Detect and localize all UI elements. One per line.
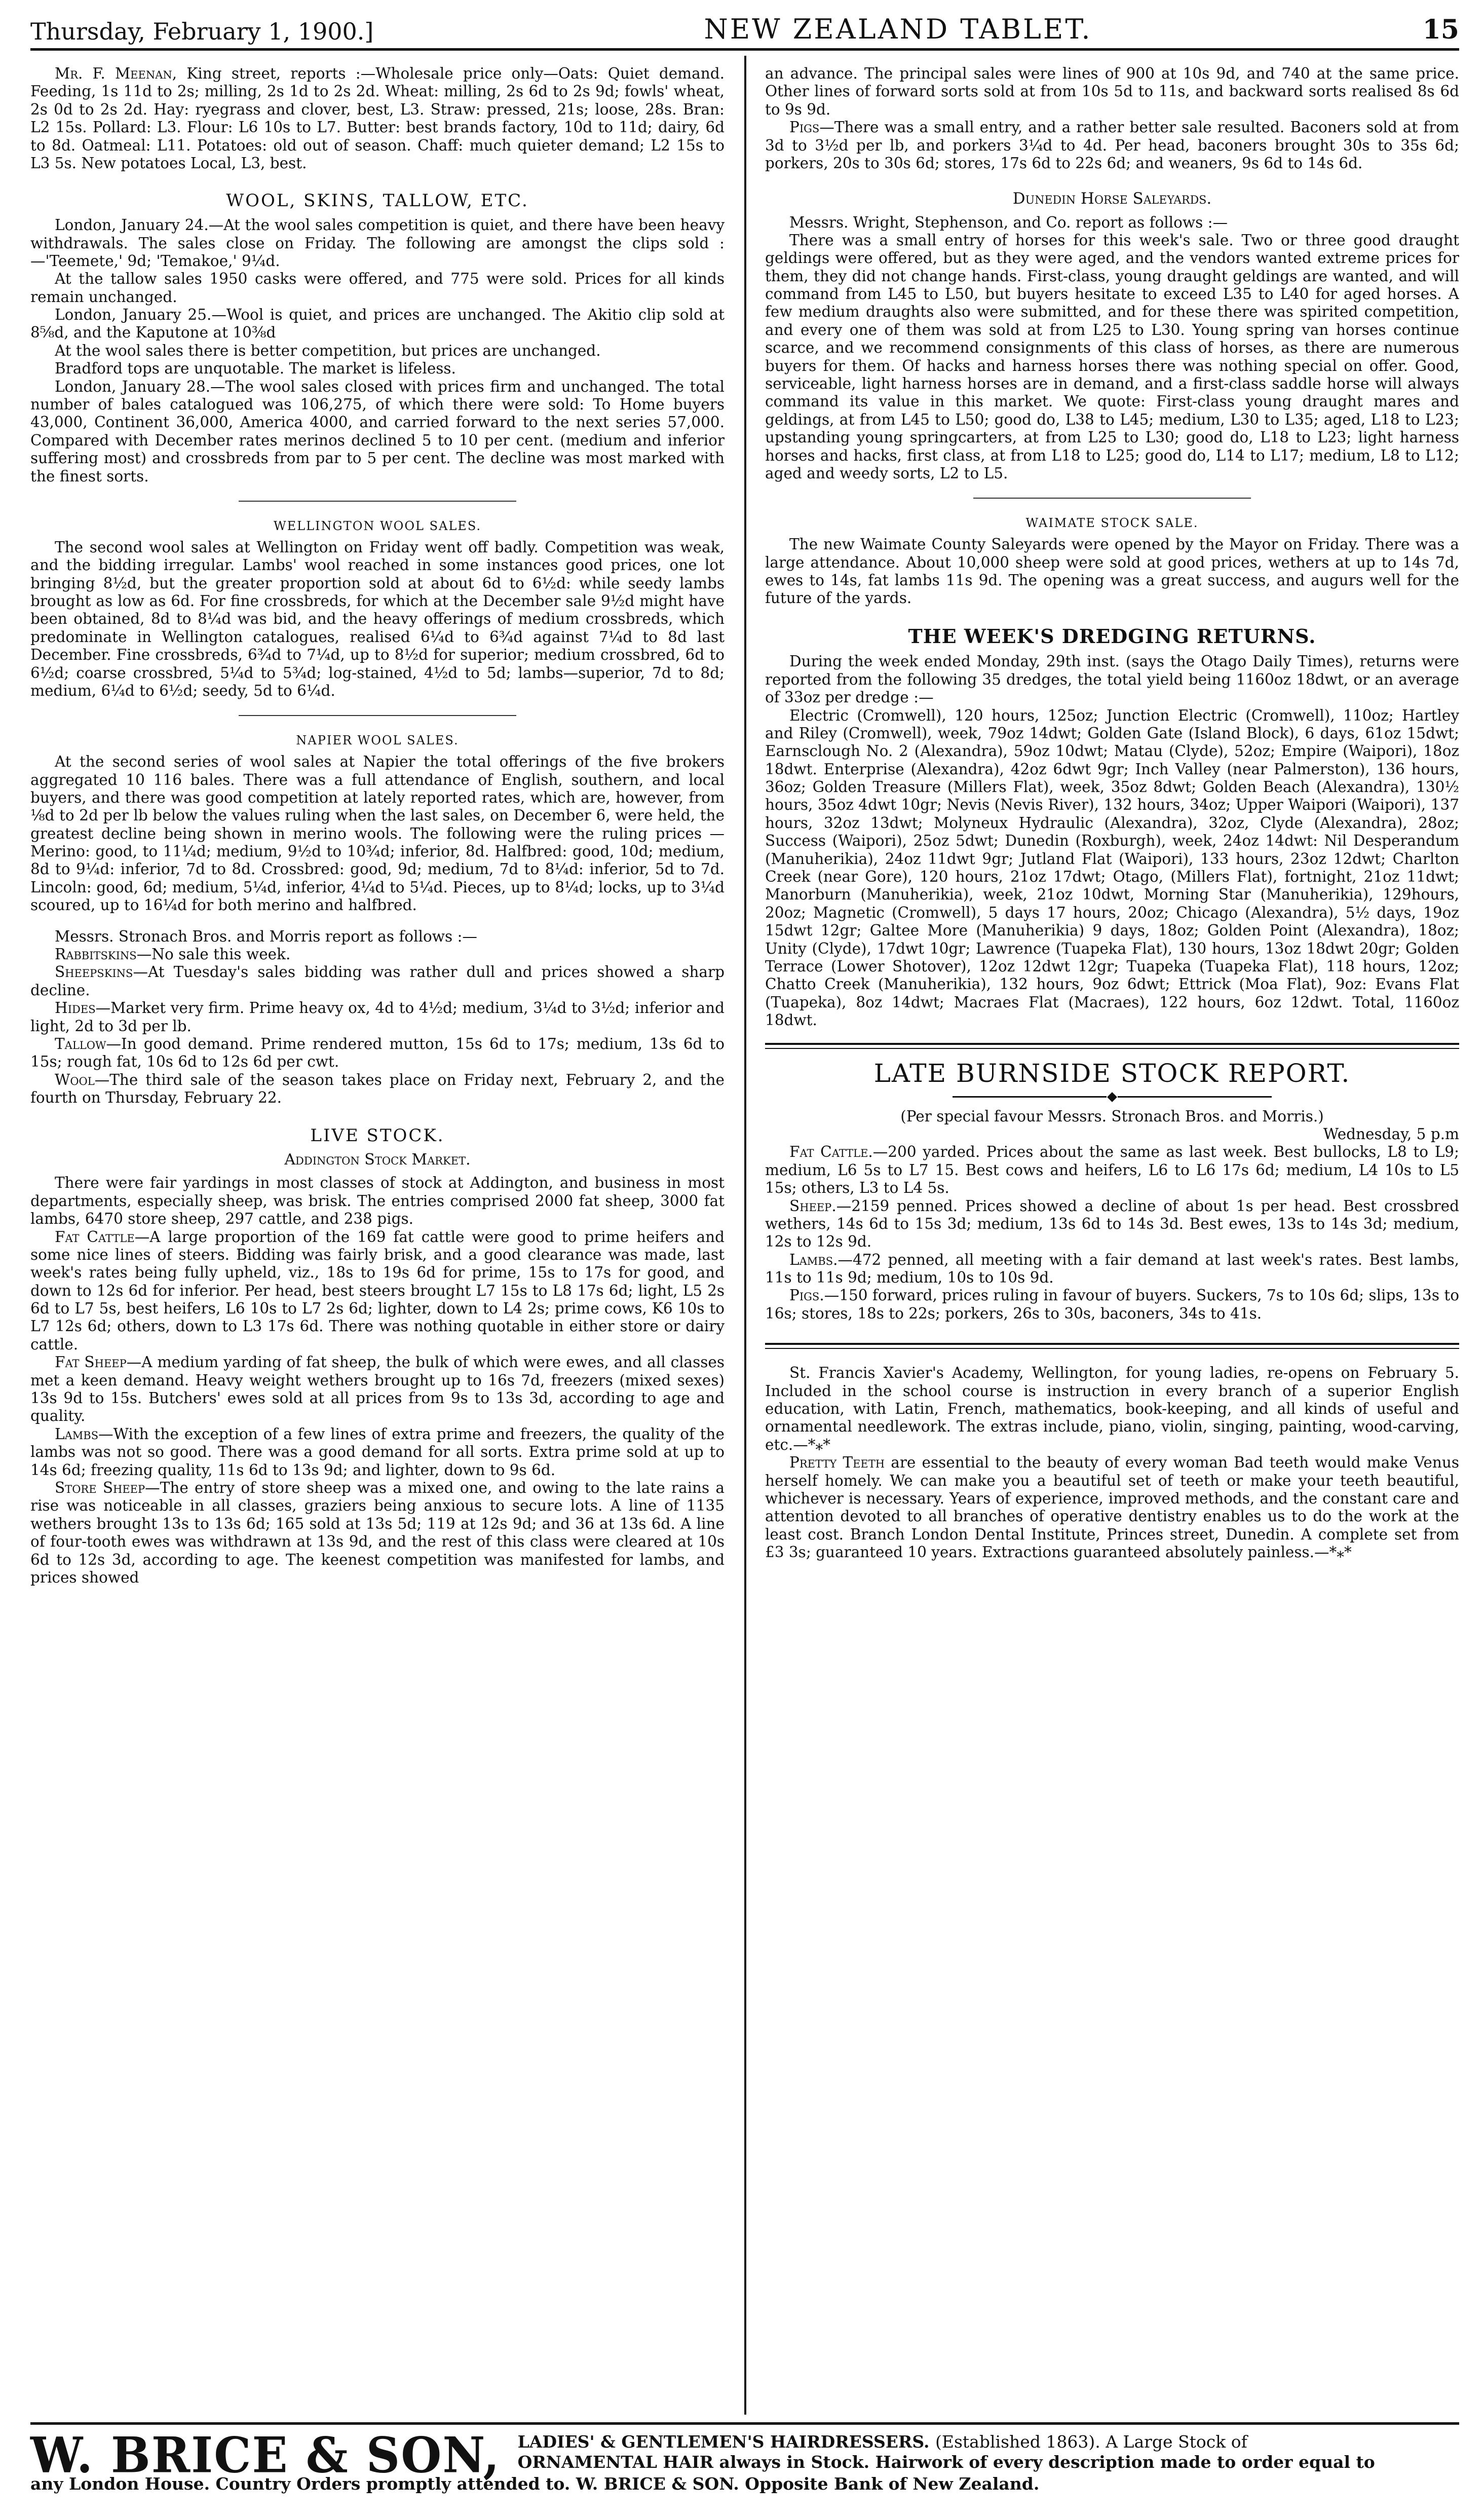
brice-ad-established: (Established 1863). A Large Stock of <box>935 2432 1247 2452</box>
right-column <box>765 65 1459 2411</box>
wellington-heading: WELLINGTON WOOL SALES. <box>273 519 482 533</box>
tallow-text: —In good demand. Prime rendered mutton, 15s 6d to 17s; medium, 13s 6d to 15s; rough fat, 10s 6d to 12s 6d per cwt. <box>30 1035 725 1071</box>
burnside-pigs <box>765 1287 1459 1323</box>
header-title: NEW ZEALAND TABLET. <box>704 13 1092 45</box>
wool-heading: WOOL, SKINS, TALLOW, ETC. <box>226 191 529 211</box>
section-divider <box>973 498 1251 499</box>
hides-label: Hides <box>55 999 96 1017</box>
burnside-fat-cattle-label: Fat Cattle <box>789 1143 868 1161</box>
section-divider <box>239 501 516 502</box>
burnside-fat-cattle <box>765 1143 1459 1197</box>
column-divider <box>744 56 746 2415</box>
dredging-heading: THE WEEK'S DREDGING RETURNS. <box>908 624 1316 648</box>
stronach-intro: Messrs. Stronach Bros. and Morris report as follows :— <box>55 927 477 945</box>
waimate-paragraph: The new Waimate County Saleyards were opened by the Mayor on Friday. There was a large attendance. About 10,000 sheep were sold at good prices, wethers at up to 14s 7d, ewes to 14s, fat lambs 11s 9d. The opening was a great success, and augurs well for the future of the yards. <box>765 536 1459 607</box>
burnside-sheep-label: Sheep <box>789 1197 832 1215</box>
burnside-pigs-text: .—150 forward, prices ruling in favour of buyers. Suckers, 7s to 10s 6d; slips, 13s to 16s; stores, 18s to 22s; porkers, 26s to 30s, baconers, 34s to 41s. <box>765 1287 1459 1322</box>
burnside-sheep <box>765 1197 1459 1251</box>
pretty-teeth-ad <box>765 1454 1459 1561</box>
burnside-heading: LATE BURNSIDE STOCK REPORT. <box>873 1058 1351 1088</box>
pigs-text: —There was a small entry, and a rather better sale resulted. Baconers sold at from 3d to 3½d per lb, and porkers 3¼d to 4d. Per head, baconers brought 30s to 35s 6d; porkers, 20s to 30s 6d; stores, 17s 6d to 22s 6d; and weaners, 9s 6d to 14s 6d. <box>765 119 1459 172</box>
fat-sheep-text: —A medium yarding of fat sheep, the bulk of which were ewes, and all classes met a keen demand. Heavy weight wethers brought up to 16s 7d, freezers (mixed sexes) 13s 9d to 15s. Butchers' ewes sold at all prices from 9s to 13s 3d, according to age and quality. <box>30 1354 725 1425</box>
brice-ad-line-2: ORNAMENTAL HAIR always in Stock. Hairwork of every description made to order equal to <box>517 2452 1375 2472</box>
rabbitskins-text: —No sale this week. <box>136 946 291 963</box>
wool-paragraph-3: London, January 25.—Wool is quiet, and prices are unchanged. The Akitio clip sold at 8⅝d, and the Kaputone at 10⅜d <box>30 306 725 342</box>
fat-cattle-report <box>30 1228 725 1354</box>
meenan-report <box>30 65 725 172</box>
hides-report <box>30 999 725 1035</box>
double-rule <box>765 1043 1459 1049</box>
burnside-sheep-text: .—2159 penned. Prices showed a decline of about 1s per head. Best crossbred wethers, 14s 6d to 15s 3d; medium, 13s 6d to 14s 3d. Best ewes, 13s to 14s 3d; medium, 12s to 12s 9d. <box>765 1197 1459 1251</box>
brice-ad-line-1 <box>518 2432 1375 2452</box>
sheepskins-text: —At Tuesday's sales bidding was rather dull and prices showed a sharp decline. <box>30 963 725 999</box>
sheepskins-report <box>30 963 725 999</box>
wool-paragraph-2: At the tallow sales 1950 casks were offered, and 775 were sold. Prices for all kinds remain unchanged. <box>30 270 725 306</box>
wool-sale-label: Wool <box>55 1071 95 1088</box>
pigs-report <box>765 119 1459 172</box>
brice-ad-body <box>518 2432 1375 2473</box>
meenan-body: King street, reports :—Wholesale price only—Oats: Quiet demand. Feeding, 1s 11d to 2s; milling, 2s 1d to 2s 2d. Wheat: milling, 2s 6d to 2s 9d; fowls' wheat, 2s 0d to 2s 2d. Hay: ryegrass and clover, best, L3. Straw: pressed, 21s; loose, 28s. Bran: L2 15s. Pollard: L3. Flour: L6 10s to L7. Butter: best brands factory, 10d to 11d; dairy, 6d to 8d. Oatmeal: L11. Potatoes: old out of season. Chaff: much quieter demand; L2 15s to L3 5s. New potatoes Local, L3, best. <box>30 65 725 172</box>
dredging-list: Electric (Cromwell), 120 hours, 125oz; Junction Electric (Cromwell), 110oz; Hartley and Riley (Cromwell), week, 79oz 14dwt; Golden Gate (Island Block), 6 days, 61oz 15dwt; Earnsclough No. 2 (Alexandra), 59oz 10dwt; Matau (Clyde), 52oz; Empire (Waipori), 18oz 18dwt. Enterprise (Alexandra), 42oz 6dwt 9gr; Inch Valley (near Palmerston), 136 hours, 36oz; Golden Treasure (Millers Flat), week, 35oz 8dwt; Golden Beach (Alexandra), 130½ hours, 35oz 4dwt 10gr; Nevis (Nevis River), 132 hours, 34oz; Upper Waipori (Waipori), 137 hours, 32oz 13dwt; Molyneux Hydraulic (Alexandra), 32oz, Clyde (Alexandra), 28oz; Success (Waipori), 25oz 5dwt; Dunedin (Roxburgh), week, 24oz 14dwt: Nil Desperandum (Manuherikia), 24oz 11dwt 9gr; Jutland Flat (Waipori), 133 hours, 23oz 12dwt; Charlton Creek (near Gore), 120 hours, 21oz 17dwt; Otago, (Millers Flat), fortnight, 21oz 11dwt; Manorburn (Manuherikia), week, 21oz 10dwt, Morning Star (Manuherikia), 129hours, 20oz; Magnetic (Cromwell), 5 days 17 hours, 20oz; Chicago (Alexandra), 5½ days, 19oz 15dwt 12gr; Galtee More (Manuherikia) 9 days, 18oz; Golden Point (Alexandra), 18oz; Unity (Clyde), 17dwt 10gr; Lawrence (Tuapeka Flat), 130 hours, 13oz 18dwt 20gr; Golden Terrace (Lower Shotover), 12oz 12dwt 12gr; Tuapeka (Tuapeka Flat), 118 hours, 12oz; Chatto Creek (Manuherikia), 132 hours, 9oz 6dwt; Ettrick (Moa Flat), 9oz: Evans Flat (Tuapeka), 8oz 14dwt; Macraes Flat (Macraes), 122 hours, 6oz 12dwt. Total, 1160oz 18dwt. <box>765 706 1459 1029</box>
fat-sheep-report <box>30 1354 725 1425</box>
dredging-intro: During the week ended Monday, 29th inst. (says the Otago Daily Times), returns were reported from the following 35 dredges, the total yield being 1160oz 18dwt, or an average of 33oz per dredge :— <box>765 653 1459 706</box>
pretty-teeth-text: are essential to the beauty of every woman Bad teeth would make Venus herself homely. We can make you a beautiful set of teeth or make your teeth beautiful, whichever is necessary. Years of experience, improved methods, and the constant care and attention devoted to all branches of operative dentistry enables us to do the work at the least cost. Branch London Dental Institute, Princes street, Dunedin. A complete set from £3 3s; guaranteed 10 years. Extractions guaranteed absolutely painless.—*⁎* <box>765 1454 1459 1561</box>
hides-text: —Market very firm. Prime heavy ox, 4d to 4½d; medium, 3¼d to 3½d; inferior and light, 2d to 3d per lb. <box>30 999 725 1035</box>
wool-paragraph-4: At the wool sales there is better competition, but prices are unchanged. <box>55 342 601 359</box>
wool-paragraph-5: Bradford tops are unquotable. The market is lifeless. <box>55 360 456 378</box>
wool-paragraph-6: London, January 28.—The wool sales closed with prices firm and unchanged. The total number of bales catalogued was 106,275, of which there were sold: To Home buyers 43,000, Continent 36,000, America 4000, and carried forward to the next series 57,000. Compared with December rates merinos declined 5 to 10 per cent. (medium and inferior suffering most) and crossbreds from par to 5 per cent. The decline was most marked with the finest sorts. <box>30 378 725 485</box>
pretty-teeth-label: Pretty Teeth <box>789 1454 885 1472</box>
napier-heading: NAPIER WOOL SALES. <box>296 733 459 748</box>
section-divider <box>239 715 516 716</box>
page-header <box>30 10 1459 51</box>
burnside-fat-cattle-text: .—200 yarded. Prices about the same as last week. Best bullocks, L8 to L9; medium, L6 5s to L7 15. Best cows and heifers, L6 to L6 17s 6d; medium, L4 10s to L5 15s; others, L3 to L4 5s. <box>765 1143 1459 1197</box>
store-sheep-text: —The entry of store sheep was a mixed one, and owing to the late rains a rise was noticeable in all classes, graziers being anxious to secure lots. A line of 1135 wethers brought 13s to 13s 6d; 165 sold at 13s 5d; 119 at 12s 9d; and 36 at 13s 6d. A line of four-tooth ewes was withdrawn at 13s 9d, and the rest of this class were cleared at 10s 6d to 12s 3d, according to age. The keenest competition was manifested for lambs, and prices showed <box>30 1479 725 1586</box>
burnside-date: Wednesday, 5 p.m <box>1323 1125 1459 1143</box>
rabbitskins-label: Rabbitskins <box>55 946 137 963</box>
lambs-report <box>30 1425 725 1479</box>
dunedin-paragraph: There was a small entry of horses for this week's sale. Two or three good draught geldings were offered, but as they were aged, and the vendors wanted extreme prices for them, they did not change hands. First-class, young draught geldings are wanted, and will command from L45 to L50, but buyers hesitate to exceed L35 to L40 for aged horses. A few medium draughts also were submitted, and for these there was spirited competition, and every one of them was sold at from L25 to L30. Young spring van horses continue scarce, and we recommend consignments of this class of horses, as there are numerous buyers for them. Of hacks and harness horses there was nothing special on offer. Good, serviceable, light harness horses are in demand, and a first-class saddle horse will always command its value in this market. We quote: First-class young draught mares and geldings, at from L45 to L50; good do, L38 to L45; medium, L30 to L35; aged, L18 to L23; upstanding young springcarters, at from L25 to L30; good do, L18 to L23; light harness horses and hacks, first class, at from L18 to L25; good do, L14 to L17; medium, L8 to L12; aged and weedy sorts, L2 to L5. <box>765 231 1459 482</box>
double-rule <box>765 1343 1459 1349</box>
continued-paragraph: an advance. The principal sales were lines of 900 at 10s 9d, and 740 at the same price. Other lines of forward sorts sold at from 10s 5d to 11s, and backward sorts realised 8s 6d to 9s 9d. <box>765 65 1459 118</box>
tallow-label: Tallow <box>55 1035 106 1053</box>
waimate-heading: WAIMATE STOCK SALE. <box>1025 516 1199 531</box>
brice-ad-title: LADIES' & GENTLEMEN'S HAIRDRESSERS. <box>517 2432 930 2452</box>
header-date: Thursday, February 1, 1900.] <box>30 18 374 45</box>
rabbitskins-report <box>30 946 725 963</box>
addington-paragraph: There were fair yardings in most classes of stock at Addington, and business in most departments, especially sheep, was brisk. The entries comprised 2000 fat sheep, 3000 fat lambs, 6470 store sheep, 297 cattle, and 238 pigs. <box>30 1174 725 1228</box>
newspaper-page <box>30 10 1459 2503</box>
left-column <box>30 65 725 2411</box>
fat-cattle-label: Fat Cattle <box>55 1228 135 1246</box>
wool-sale-text: —The third sale of the season takes place on Friday next, February 2, and the fourth on Thursday, February 22. <box>30 1071 725 1107</box>
burnside-pigs-label: Pigs <box>789 1287 820 1304</box>
brice-brand: W. BRICE & SON, <box>30 2426 501 2484</box>
wool-paragraph-1: London, January 24.—At the wool sales competition is quiet, and there have been heavy withdrawals. The sales close on Friday. The following are amongst the clips sold :—'Teemete,' 9d; 'Temakoe,' 9¼d. <box>30 216 725 270</box>
dunedin-heading: Dunedin Horse Saleyards. <box>1012 190 1212 208</box>
xavier-academy-notice: St. Francis Xavier's Academy, Wellington, for young ladies, re-opens on February 5. Included in the school course is instruction in every branch of a superior English education, with Latin, French, mathematics, book-keeping, and all kinds of useful and ornamental needlework. The extras include, piano, violin, singing, painting, wood-carving, etc.—*⁎* <box>765 1364 1459 1453</box>
tallow-report <box>30 1035 725 1071</box>
store-sheep-report <box>30 1479 725 1587</box>
lambs-text: —With the exception of a few lines of extra prime and freezers, the quality of the lambs was not so good. There was a good demand for all sorts. Extra prime sold at up to 14s 6d; freezing quality, 11s 6d to 13s 9d; and lighter, down to 9s 6d. <box>30 1425 725 1479</box>
brice-ad-line-3: any London House. Country Orders promptly attended to. W. BRICE & SON. Opposite Bank of New Zealand. <box>30 2474 1040 2494</box>
livestock-heading: LIVE STOCK. <box>310 1125 445 1146</box>
sheepskins-label: Sheepskins <box>55 963 133 981</box>
wellington-paragraph: The second wool sales at Wellington on Friday went off badly. Competition was weak, and the bidding irregular. Lambs' wool reached in some instances good prices, one lot bringing 8½d, but the greater proportion sold at about 6d to 6½d: while seedy lambs brought as low as 6d. For fine crossbreds, for which at the December sale 9½d might have been obtained, 8d to 8¼d was bid, and the heavy offerings of medium crossbreds, which predominate in Wellington catalogues, realised 6¼d to 6¾d against 7¼d to 8d last December. Fine crossbreds, 6¾d to 7¼d, up to 8½d for superior; medium crossbred, 6d to 6½d; coarse crossbred, 5¼d to 5¾d; log-stained, 4½d to 5d; lambs—superior, 7d to 8d; medium, 6¼d to 6½d; seedy, 5d to 6¼d. <box>30 538 725 699</box>
burnside-lambs <box>765 1251 1459 1287</box>
burnside-byline: (Per special favour Messrs. Stronach Bros. and Morris.) <box>900 1107 1324 1125</box>
page-number: 15 <box>1422 14 1459 45</box>
diamond-rule <box>953 1094 1272 1101</box>
addington-heading: Addington Stock Market. <box>284 1151 471 1169</box>
dunedin-intro: Messrs. Wright, Stephenson, and Co. report as follows :— <box>789 213 1228 231</box>
burnside-lambs-label: Lambs <box>789 1251 833 1268</box>
pigs-label: Pigs <box>789 119 820 136</box>
lambs-label: Lambs <box>55 1425 99 1443</box>
fat-sheep-label: Fat Sheep <box>55 1354 127 1371</box>
store-sheep-label: Store Sheep <box>55 1479 145 1496</box>
burnside-lambs-text: .—472 penned, all meeting with a fair demand at last week's rates. Best lambs, 11s to 11s 9d; medium, 10s to 10s 9d. <box>765 1251 1459 1287</box>
meenan-lead: Mr. F. Meenan, <box>55 65 177 82</box>
wool-sale-report <box>30 1071 725 1107</box>
fat-cattle-text: —A large proportion of the 169 fat cattle were good to prime heifers and some nice lines of steers. Bidding was fairly brisk, and a good clearance was made, last week's rates being fully upheld, viz., 18s to 19s 6d for prime, 15s to 17s for good, and down to 12s 6d for inferior. Per head, best steers brought L7 15s to L8 17s 6d; light, L5 2s 6d to L7 5s, best heifers, L6 10s to L7 2s 6d; lighter, down to L4 2s; prime cows, K6 10s to L7 12s 6d; others, down to L3 17s 6d. There was nothing quotable in either store or dairy cattle. <box>30 1228 725 1353</box>
napier-paragraph: At the second series of wool sales at Napier the total offerings of the five brokers aggregated 10 116 bales. There was a full attendance of English, southern, and local buyers, and there was good competition at lately reported rates, which are, however, from ⅛d to 2d per lb below the values ruling when the last sales, on December 6, were held, the greatest decline being shown in merino wools. The following were the ruling prices —Merino: good, to 11¼d; medium, 9½d to 10¾d; inferior, 8d. Halfbred: good, 10d; medium, 8d to 9¼d: inferior, 7d to 8d. Crossbred: good, 9d; medium, 7d to 8¼d: inferior, 5d to 7d. Lincoln: good, 6d; medium, 5¼d, inferior, 4¼d to 5¼d. Pieces, up to 8¼d; locks, up to 3¼d scoured, up to 16¼d for both merino and halfbred. <box>30 753 725 914</box>
